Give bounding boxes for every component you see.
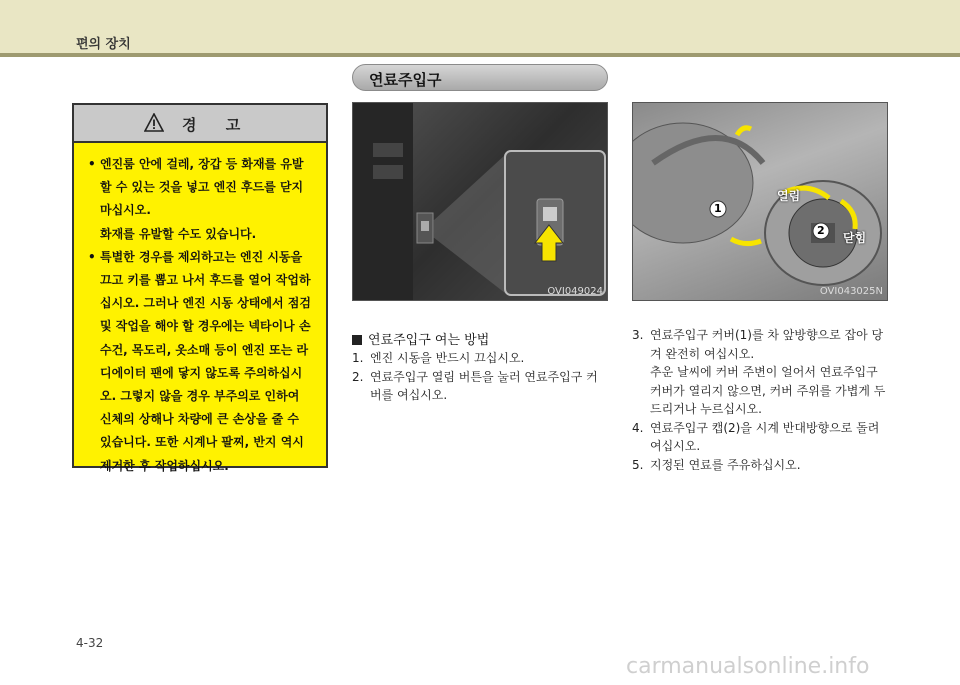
fuel-cap-illustration xyxy=(633,103,888,301)
watermark: carmanualsonline.info xyxy=(626,654,870,679)
step-line: 드리거나 누르십시오. xyxy=(650,402,762,416)
steps-left xyxy=(352,349,608,405)
warning-box xyxy=(72,103,328,473)
photo-fuel-filler-cap xyxy=(632,102,888,301)
warning-line: 오. 그렇지 않을 경우 부주의로 인하여 xyxy=(100,389,300,404)
top-rule xyxy=(0,53,960,57)
step-line: 겨 완전히 여십시오. xyxy=(650,346,755,361)
step-line: 커버가 열리지 않으면, 커버 주위를 가볍게 두 xyxy=(650,383,886,398)
top-band xyxy=(0,0,960,56)
steps-right xyxy=(632,326,890,474)
step-line: 연료주입구 열림 버튼을 눌러 연료주입구 커 xyxy=(370,369,598,384)
warning-line: 및 작업을 해야 할 경우에는 넥타이나 손 xyxy=(100,319,311,334)
warning-line: 있습니다. 또한 시계나 팔찌, 반지 역시 xyxy=(100,435,304,450)
warning-bullet xyxy=(88,246,318,478)
step-number: 3. xyxy=(632,328,644,342)
warning-line: 수건, 목도리, 옷소매 등이 엔진 또는 라 xyxy=(100,342,309,357)
warning-line: 끄고 키를 뽑고 나서 후드를 열어 작업하 xyxy=(100,273,311,288)
warning-subline: 화재를 유발할 수도 있습니다. xyxy=(100,226,257,241)
warning-title: 경 고 xyxy=(182,116,253,134)
step-line: 추운 날씨에 커버 주변이 얼어서 연료주입구 xyxy=(650,365,878,379)
step-item xyxy=(632,419,890,456)
warning-line: 십시오. 그러나 엔진 시동 상태에서 점검 xyxy=(100,296,311,311)
step-number: 5. xyxy=(632,457,644,472)
label-open: 열림 xyxy=(777,189,801,203)
warning-line: 마십시오. xyxy=(100,203,151,218)
step-line: 버를 여십시오. xyxy=(370,388,448,402)
warning-line: 디에이터 팬에 닿지 않도록 주의하십시 xyxy=(100,365,303,380)
label-close: 닫힘 xyxy=(843,231,867,245)
subsection-heading-text: 연료주입구 여는 방법 xyxy=(368,333,490,348)
step-number: 1. xyxy=(352,351,364,365)
step-number: 2. xyxy=(352,369,364,384)
step-item xyxy=(352,368,608,405)
step-line: 연료주입구 캡(2)을 시계 반대방향으로 돌려 xyxy=(650,420,880,435)
warning-triangle-icon xyxy=(144,113,164,133)
photo-code: OVI043025N xyxy=(819,286,883,297)
label-mark-1: 1 xyxy=(714,202,722,215)
page-title: 연료주입구 xyxy=(369,71,442,89)
photo-fuel-release-button xyxy=(352,102,608,301)
photo-code: OVI049024 xyxy=(547,286,603,297)
fuel-button-illustration xyxy=(353,103,608,301)
title-pill xyxy=(352,64,608,91)
step-item xyxy=(352,349,608,368)
warning-header xyxy=(74,105,326,143)
step-line: 연료주입구 커버(1)를 차 앞방향으로 잡아 당 xyxy=(650,328,884,342)
step-line: 엔진 시동을 반드시 끄십시오. xyxy=(370,351,525,365)
section-header: 편의 장치 xyxy=(76,37,131,52)
subsection-heading xyxy=(352,329,489,348)
warning-bullet xyxy=(88,153,318,246)
warning-line: 신체의 상해나 차량에 큰 손상을 줄 수 xyxy=(100,412,299,427)
warning-line: • 특별한 경우를 제외하고는 엔진 시동을 xyxy=(100,249,303,264)
warning-line: 제거한 후 작업하십시오. xyxy=(100,458,229,473)
step-item xyxy=(632,326,890,419)
warning-line: 할 수 있는 것을 넣고 엔진 후드를 닫지 xyxy=(100,180,304,195)
warning-line: • 엔진룸 안에 걸레, 장갑 등 화재를 유발 xyxy=(100,157,304,171)
step-line: 여십시오. xyxy=(650,439,701,453)
label-mark-2: 2 xyxy=(817,224,825,237)
step-number: 4. xyxy=(632,420,644,435)
page-number: 4-32 xyxy=(76,636,104,650)
step-item xyxy=(632,456,890,475)
warning-body xyxy=(88,153,318,478)
square-bullet-icon xyxy=(352,335,362,345)
step-line: 지정된 연료를 주유하십시오. xyxy=(650,457,801,472)
